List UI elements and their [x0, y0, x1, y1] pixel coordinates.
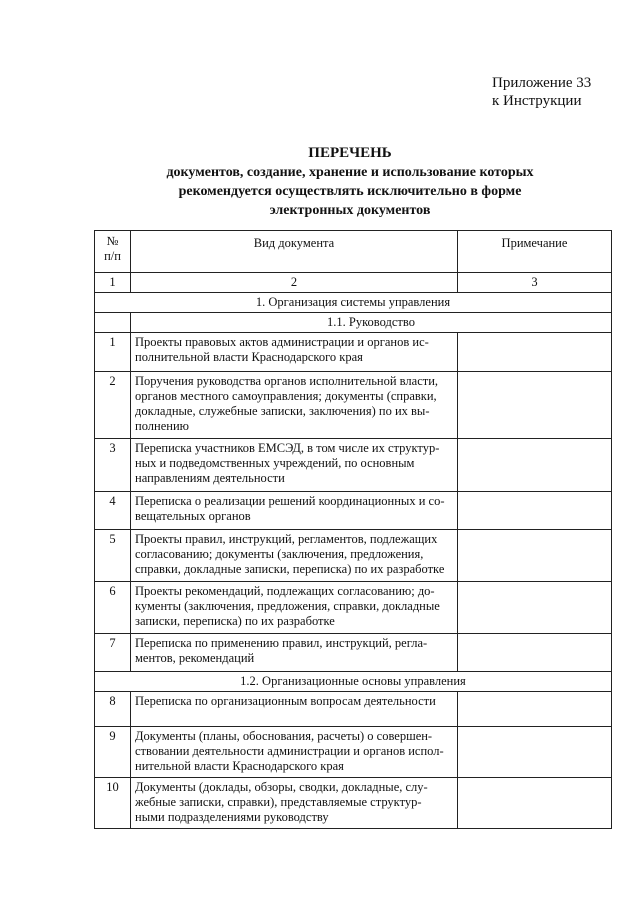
- header-type: Вид документа: [131, 231, 458, 273]
- table-row: [95, 333, 612, 372]
- column-numbers-row: [95, 273, 612, 293]
- title-heading: ПЕРЕЧЕНЬ: [308, 145, 392, 161]
- document-type-cell: Документы (планы, обоснования, расчеты) о совершен- ствовании деятельности администрации и органов испол- нительной власти Краснодарского края: [131, 727, 458, 778]
- row-number: 2: [95, 372, 131, 439]
- col-number-3: 3: [458, 273, 612, 293]
- note-cell: [458, 492, 612, 530]
- table-row: [95, 530, 612, 582]
- header-num: № п/п: [95, 231, 131, 273]
- table-row: [95, 634, 612, 672]
- appendix-line-1: Приложение 33: [492, 75, 592, 91]
- note-cell: [458, 372, 612, 439]
- rows-group-1-1: [95, 333, 612, 672]
- row-number: 9: [95, 727, 131, 778]
- subsection-1-1-title: 1.1. Руководство: [131, 313, 612, 333]
- row-number: 10: [95, 778, 131, 829]
- row-number: 1: [95, 333, 131, 372]
- row-number: 6: [95, 582, 131, 634]
- col-number-2: 2: [131, 273, 458, 293]
- note-cell: [458, 727, 612, 778]
- table-row: [95, 582, 612, 634]
- document-type-cell: Проекты правовых актов администрации и органов ис- полнительной власти Краснодарского края: [131, 333, 458, 372]
- table-row: [95, 372, 612, 439]
- document-type-cell: Переписка по применению правил, инструкций, регла- ментов, рекомендаций: [131, 634, 458, 672]
- note-cell: [458, 634, 612, 672]
- row-number: 3: [95, 439, 131, 492]
- document-type-cell: Проекты правил, инструкций, регламентов, подлежащих согласованию; документы (заключения, предложения, справки, докладные записки, переписка) по их разработке: [131, 530, 458, 582]
- document-type-cell: Переписка по организационным вопросам деятельности: [131, 692, 458, 727]
- document-type-cell: Переписка о реализации решений координационных и со- вещательных органов: [131, 492, 458, 530]
- title-line-2: рекомендуется осуществлять исключительно в форме: [178, 184, 522, 199]
- section-1-title: 1. Организация системы управления: [95, 293, 612, 313]
- col-number-1: 1: [95, 273, 131, 293]
- row-number: 8: [95, 692, 131, 727]
- section-row: [95, 293, 612, 313]
- table-row: [95, 778, 612, 829]
- table-header-row: [95, 231, 612, 273]
- subsection-1-2-title: 1.2. Организационные основы управления: [95, 672, 612, 692]
- table-row: [95, 439, 612, 492]
- document-type-cell: Проекты рекомендаций, подлежащих согласованию; до- кументы (заключения, предложения, справки, докладные записки, переписка) по их разработке: [131, 582, 458, 634]
- note-cell: [458, 582, 612, 634]
- row-number: 7: [95, 634, 131, 672]
- note-cell: [458, 439, 612, 492]
- appendix-label: [492, 74, 591, 110]
- document-type-cell: Документы (доклады, обзоры, сводки, докладные, слу- жебные записки, справки), представляемые структур- ными подразделениями руководству: [131, 778, 458, 829]
- document-title: [90, 144, 610, 220]
- table-row: [95, 692, 612, 727]
- note-cell: [458, 333, 612, 372]
- subsection-row: [95, 672, 612, 692]
- appendix-line-2: к Инструкции: [492, 93, 582, 109]
- note-cell: [458, 778, 612, 829]
- table-row: [95, 492, 612, 530]
- subsection-row: [95, 313, 612, 333]
- rows-group-1-2: [95, 692, 612, 829]
- header-note: Примечание: [458, 231, 612, 273]
- row-number: 4: [95, 492, 131, 530]
- table-row: [95, 727, 612, 778]
- title-line-1: документов, создание, хранение и использование которых: [166, 165, 534, 180]
- documents-table: [94, 230, 612, 829]
- row-number: 5: [95, 530, 131, 582]
- note-cell: [458, 692, 612, 727]
- note-cell: [458, 530, 612, 582]
- title-line-3: электронных документов: [269, 203, 431, 218]
- document-type-cell: Переписка участников ЕМСЭД, в том числе их структур- ных и подведомственных учреждений, по основным направлениям деятельности: [131, 439, 458, 492]
- document-type-cell: Поручения руководства органов исполнительной власти, органов местного самоуправления; документы (справки, докладные, служебные записки, заключения) по их вы- полнению: [131, 372, 458, 439]
